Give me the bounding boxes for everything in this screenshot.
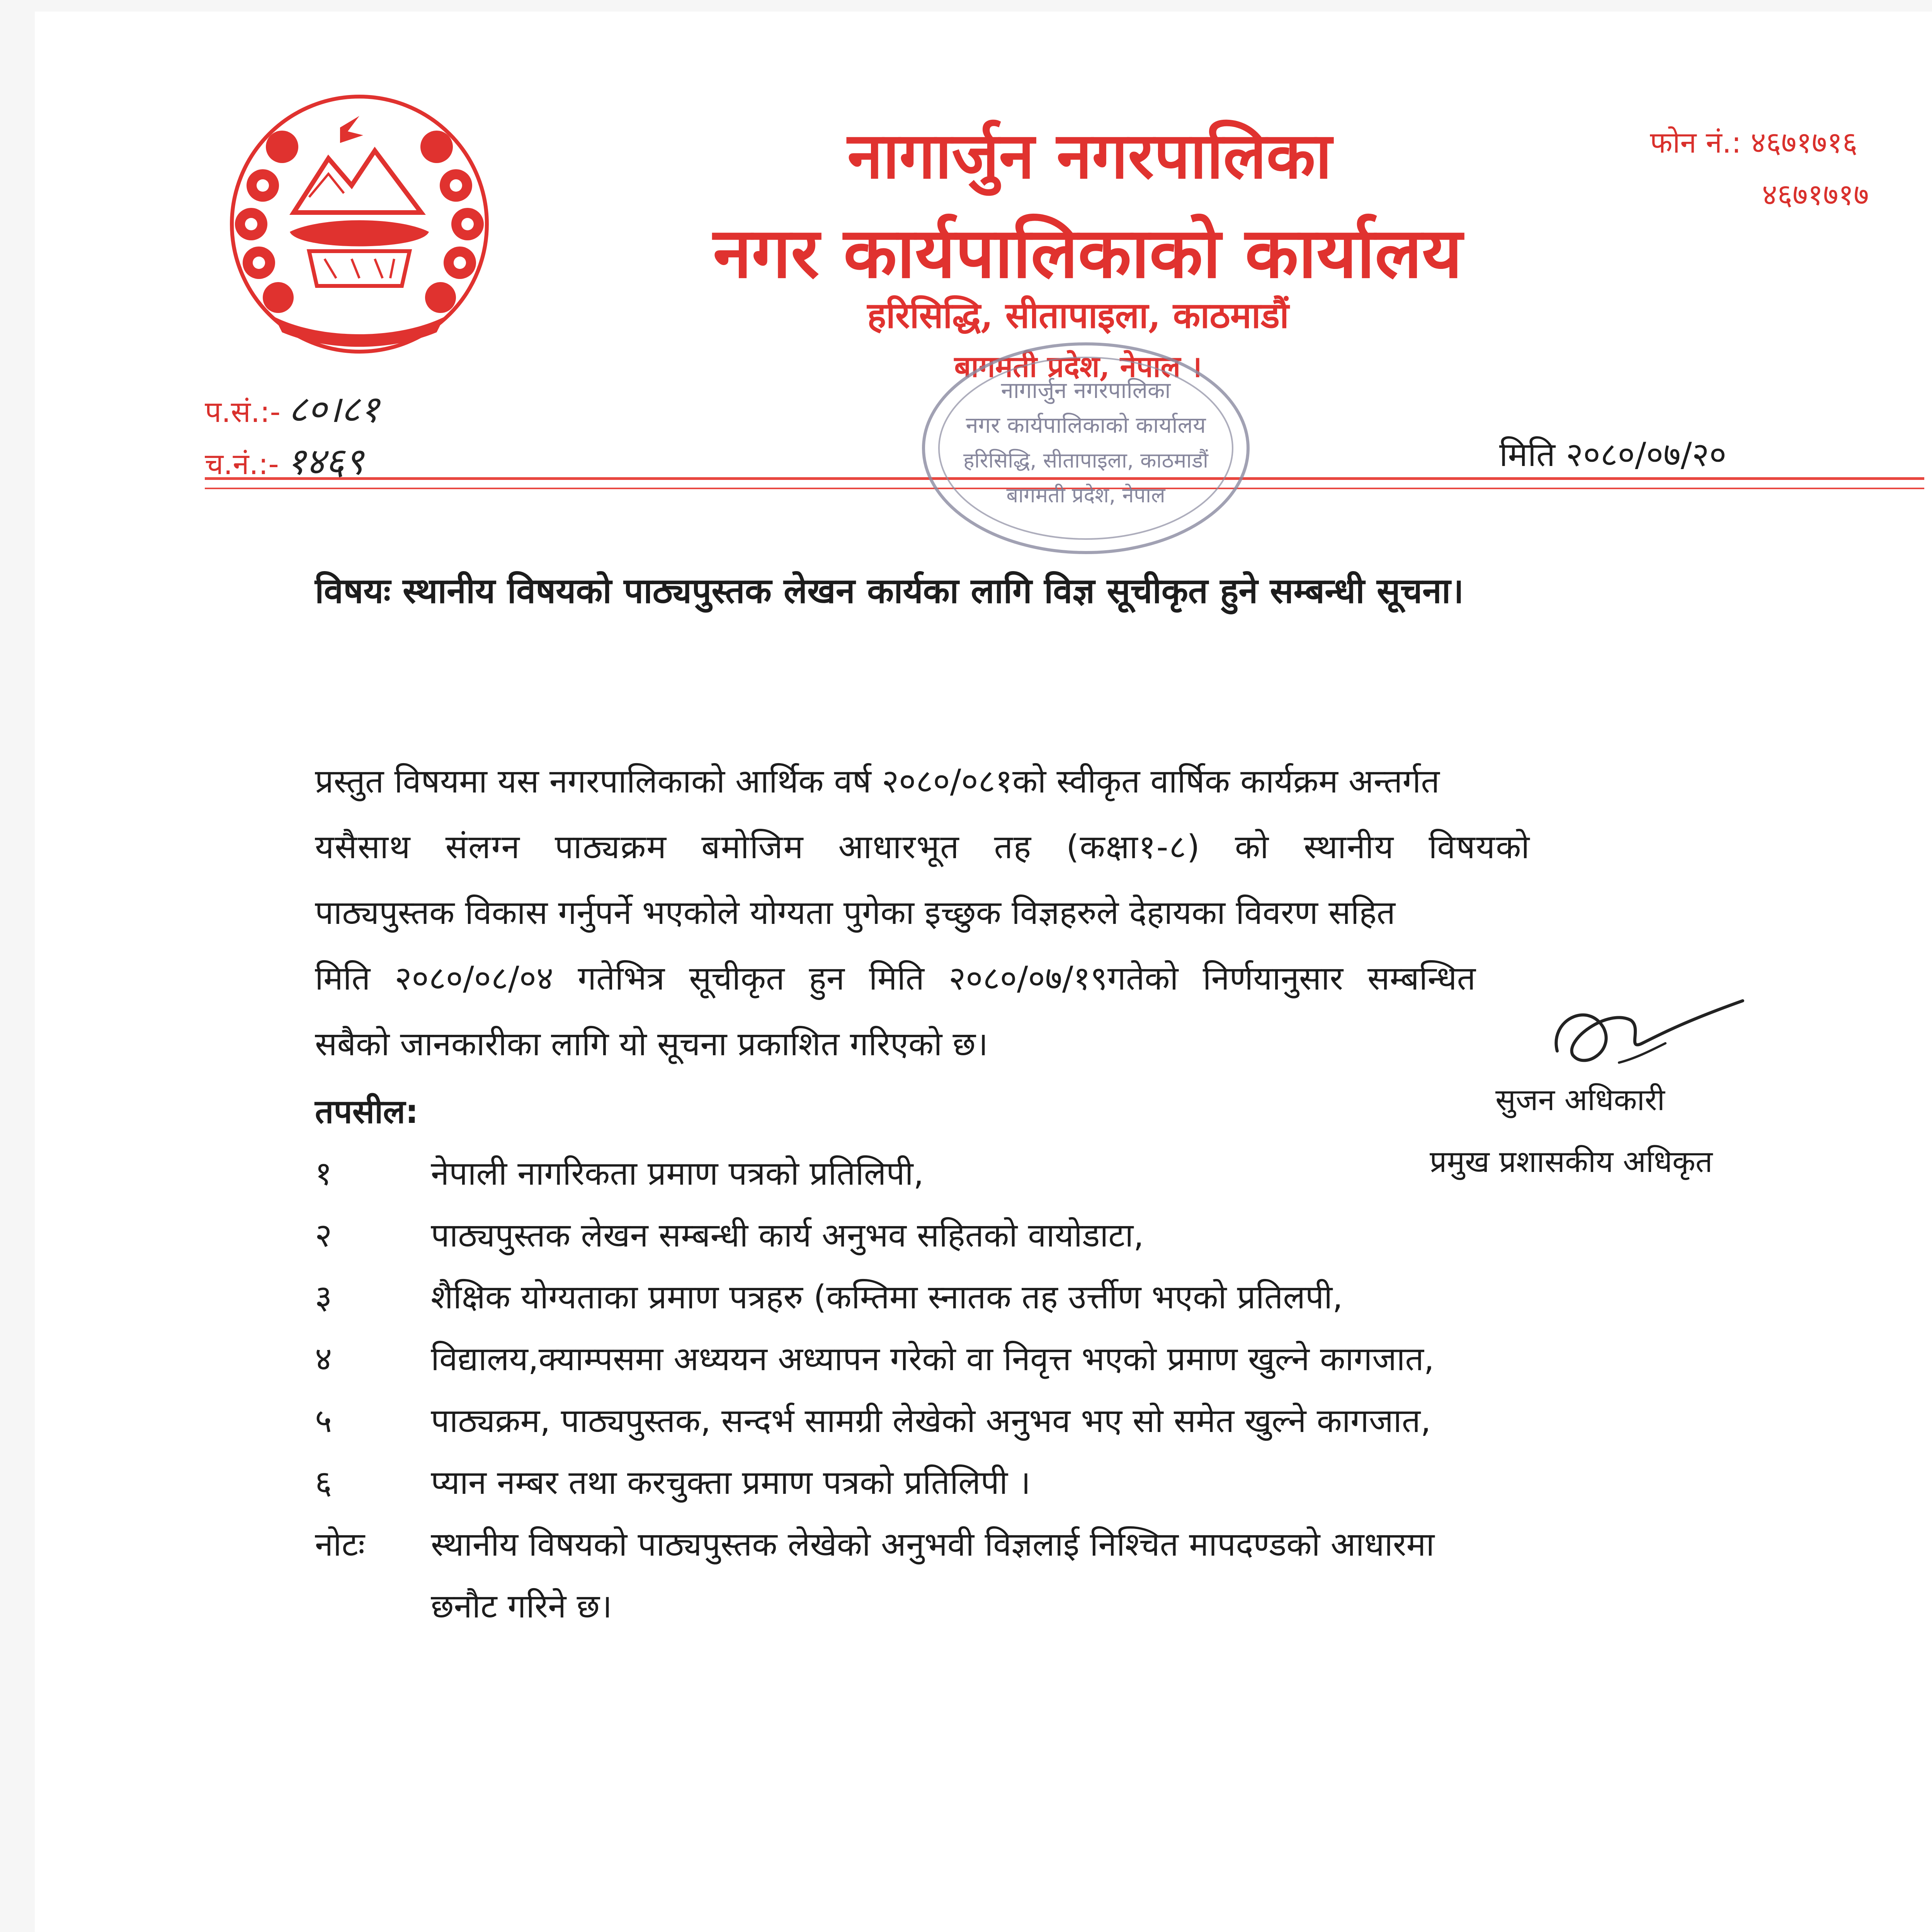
patra-sankhya-label: प.सं.:- (205, 395, 281, 429)
list-item-number: ६ (315, 1464, 332, 1502)
nepal-government-emblem-icon (220, 85, 498, 363)
tapsil-heading: तपसील: (315, 1093, 418, 1131)
list-item (315, 1211, 1144, 1256)
note-line-1 (315, 1520, 1434, 1565)
note-label: नोटः (315, 1526, 365, 1564)
stamp-line-4: बागमती प्रदेश, नेपाल (1006, 483, 1165, 507)
list-item (315, 1459, 1031, 1503)
letter-sheet (35, 12, 1932, 1932)
list-item-number: २ (315, 1216, 332, 1255)
patra-sankhya-value: ८०।८१ (288, 388, 379, 431)
signatory-title: प्रमुख प्रशासकीय अधिकृत (1430, 1145, 1713, 1179)
note-line-2 (315, 1582, 612, 1627)
office-province: बागमती प्रदेश, नेपाल । (954, 349, 1202, 384)
letter-subject: विषयः स्थानीय विषयको पाठ्यपुस्तक लेखन कार्यका लागि विज्ञ सूचीकृत हुने सम्बन्धी सूचना। (315, 571, 1464, 611)
body-line-1: प्रस्तुत विषयमा यस नगरपालिकाको आर्थिक वर्ष २०८०/०८१को स्वीकृत वार्षिक कार्यक्रम अन्तर्गत (315, 762, 1440, 801)
list-item (315, 1273, 1343, 1318)
note-text-1: स्थानीय विषयको पाठ्यपुस्तक लेखेको अनुभवी विज्ञलाई निश्चित मापदण्डको आधारमा (431, 1526, 1435, 1564)
signature-mark (1542, 985, 1758, 1086)
list-item-number: ३ (315, 1278, 332, 1316)
list-item-text: पाठ्यक्रम, पाठ्यपुस्तक, सन्दर्भ सामग्री लेखेको अनुभव भए सो समेत खुल्ने कागजात, (431, 1402, 1431, 1440)
list-item-number: ४ (315, 1340, 332, 1378)
list-item-number: ५ (315, 1402, 332, 1440)
office-stamp (912, 332, 1260, 564)
phone-number-1: फोन नं.: ४६७१७१६ (1650, 125, 1858, 160)
list-item-text: प्यान नम्बर तथा करचुक्ता प्रमाण पत्रको प्रतिलिपी । (431, 1464, 1031, 1502)
stamp-line-3: हरिसिद्धि, सीतापाइला, काठमाडौं (963, 448, 1209, 473)
note-text-2: छनौट गरिने छ। (431, 1587, 612, 1626)
body-line-3: पाठ्यपुस्तक विकास गर्नुपर्ने भएकोले योग्यता पुगेका इच्छुक विज्ञहरुले देहायका विवरण सहित (315, 894, 1396, 932)
body-line-2: यसैसाथ संलग्न पाठ्यक्रम बमोजिम आधारभूत तह (कक्षा१-८) को स्थानीय विषयको (315, 828, 1531, 866)
stamp-line-2: नगर कार्यपालिकाको कार्यालय (966, 412, 1206, 438)
body-line-4: मिति २०८०/०८/०४ गतेभित्र सूचीकृत हुन मिति २०८०/०७/१९गतेको निर्णयानुसार सम्बन्धित (315, 959, 1476, 998)
signatory-name: सुजन अधिकारी (1495, 1083, 1665, 1117)
list-item (315, 1150, 924, 1194)
list-item-number: १ (315, 1155, 332, 1193)
body-line-5: सबैको जानकारीका लागि यो सूचना प्रकाशित गरिएको छ। (315, 1025, 988, 1063)
list-item-text: विद्यालय,क्याम्पसमा अध्ययन अध्यापन गरेको वा निवृत्त भएको प्रमाण खुल्ने कागजात, (431, 1340, 1434, 1378)
list-item-text: पाठ्यपुस्तक लेखन सम्बन्धी कार्य अनुभव सहितको वायोडाटा, (431, 1216, 1144, 1255)
office-name: नगर कार्यपालिकाको कार्यालय (713, 212, 1463, 294)
letter-date: मिति २०८०/०७/२० (1499, 435, 1727, 474)
chalani-number-value: १४६९ (286, 440, 364, 483)
municipality-name: नागार्जुन नगरपालिका (847, 118, 1332, 193)
stamp-line-1: नागार्जुन नगरपालिका (1001, 377, 1171, 403)
list-item-text: शैक्षिक योग्यताका प्रमाण पत्रहरु (कम्तिमा स्नातक तह उर्त्तीण भएको प्रतिलपी, (431, 1278, 1343, 1316)
office-address: हरिसिद्धि, सीतापाइला, काठमाडौं (867, 294, 1289, 336)
list-item (315, 1335, 1434, 1380)
chalani-number-label: च.नं.:- (205, 447, 279, 481)
list-item (315, 1397, 1431, 1442)
patra-sankhya (205, 383, 379, 433)
phone-number-2: ४६७१७१७ (1762, 177, 1869, 212)
list-item-text: नेपाली नागरिकता प्रमाण पत्रको प्रतिलिपी, (431, 1155, 924, 1193)
